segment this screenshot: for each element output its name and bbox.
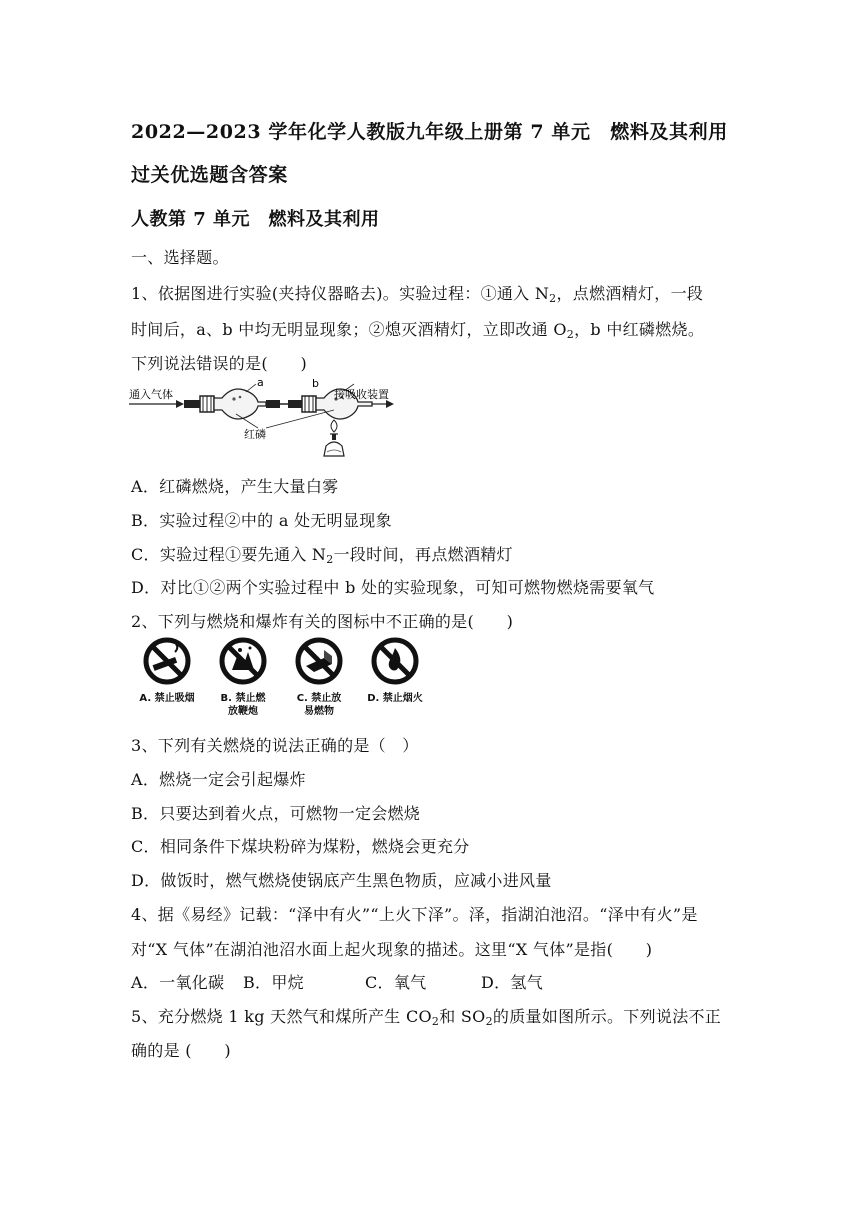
label-a: a — [257, 378, 264, 389]
q1-option-a: A．红磷燃烧，产生大量白雾 — [131, 477, 339, 496]
title-line-1: 2022—2023 学年化学人教版九年级上册第 7 单元 燃料及其利用 — [131, 121, 728, 143]
q1-stem-line-3: 下列说法错误的是( ) — [131, 354, 308, 373]
title-line-2: 过关优选题含答案 — [131, 164, 288, 186]
q1-stem-line-2: 时间后，a、b 中均无明显现象；②熄灭酒精灯，立即改通 $O_2$，b 中红磷燃烧。 — [131, 320, 705, 341]
q1-stem-line-1: 1、依据图进行实验(夹持仪器略去)。实验过程：①通入 $N_2$，点燃酒精灯，一段 — [131, 284, 704, 305]
q5-stem-line-1: 5、充分燃烧 1 kg 天然气和煤所产生 $CO_2$和 $SO_2$的质量如图所示。下列说法不正 — [131, 1007, 722, 1028]
no-smoking-icon — [142, 636, 192, 686]
no-open-flame-icon — [370, 636, 420, 686]
q5-stem-line-2: 确的是 ( ) — [131, 1041, 231, 1060]
q3-option-a: A．燃烧一定会引起爆炸 — [131, 770, 306, 789]
q4-option-b: B．甲烷 — [243, 973, 304, 992]
q4-stem-line-1: 4、据《易经》记载：“泽中有火”“上火下泽”。泽，指湖泊池沼。“泽中有火”是 — [131, 905, 698, 924]
q3-option-b: B．只要达到着火点，可燃物一定会燃烧 — [131, 804, 421, 823]
label-b: b — [312, 378, 319, 390]
section-heading: 一、选择题。 — [131, 248, 229, 267]
sign-no-firecrackers — [207, 636, 279, 718]
label-gas-out: 接吸收装置 — [334, 388, 389, 401]
sign-caption-c-2: 易燃物 — [304, 706, 334, 717]
q4-option-c: C．氧气 — [365, 973, 427, 992]
sign-no-flammables — [283, 636, 355, 718]
q1-option-b: B．实验过程②中的 a 处无明显现象 — [131, 511, 392, 530]
sign-caption-b-1: B. 禁止燃 — [220, 693, 266, 704]
q1-option-c: C．实验过程①要先通入 $N_2$一段时间，再点燃酒精灯 — [131, 545, 513, 566]
q4-stem-line-2: 对“X 气体”在湖泊池沼水面上起火现象的描述。这里“X 气体”是指( ) — [131, 940, 653, 959]
sign-caption-a: A. 禁止吸烟 — [139, 693, 195, 704]
q3-option-c: C．相同条件下煤块粉碎为煤粉，燃烧会更充分 — [131, 837, 470, 856]
q4-option-a: A．一氧化碳 — [131, 973, 225, 992]
q4-option-d: D．氢气 — [481, 973, 544, 992]
q1-apparatus-figure — [128, 378, 398, 458]
sign-no-open-flame — [359, 636, 431, 705]
label-gas-in: 通入气体 — [129, 388, 173, 401]
label-red-phosphorus: 红磷 — [244, 428, 266, 441]
subtitle: 人教第 7 单元 燃料及其利用 — [131, 209, 380, 230]
q2-sign-row — [131, 636, 431, 724]
q1-option-d: D．对比①②两个实验过程中 b 处的实验现象，可知可燃物燃烧需要氧气 — [131, 578, 655, 597]
sign-caption-d: D. 禁止烟火 — [367, 693, 423, 704]
q3-stem: 3、下列有关燃烧的说法正确的是（ ） — [131, 736, 419, 755]
q3-option-d: D．做饭时，燃气燃烧使锅底产生黑色物质，应减小进风量 — [131, 871, 552, 890]
no-firecrackers-icon — [218, 636, 268, 686]
sign-no-smoking — [131, 636, 203, 705]
sign-caption-c-1: C. 禁止放 — [296, 693, 342, 704]
sign-caption-b-2: 放鞭炮 — [228, 706, 258, 717]
q4-options — [131, 970, 543, 993]
no-flammables-icon — [294, 636, 344, 686]
q2-stem: 2、下列与燃烧和爆炸有关的图标中不正确的是( ) — [131, 612, 514, 631]
